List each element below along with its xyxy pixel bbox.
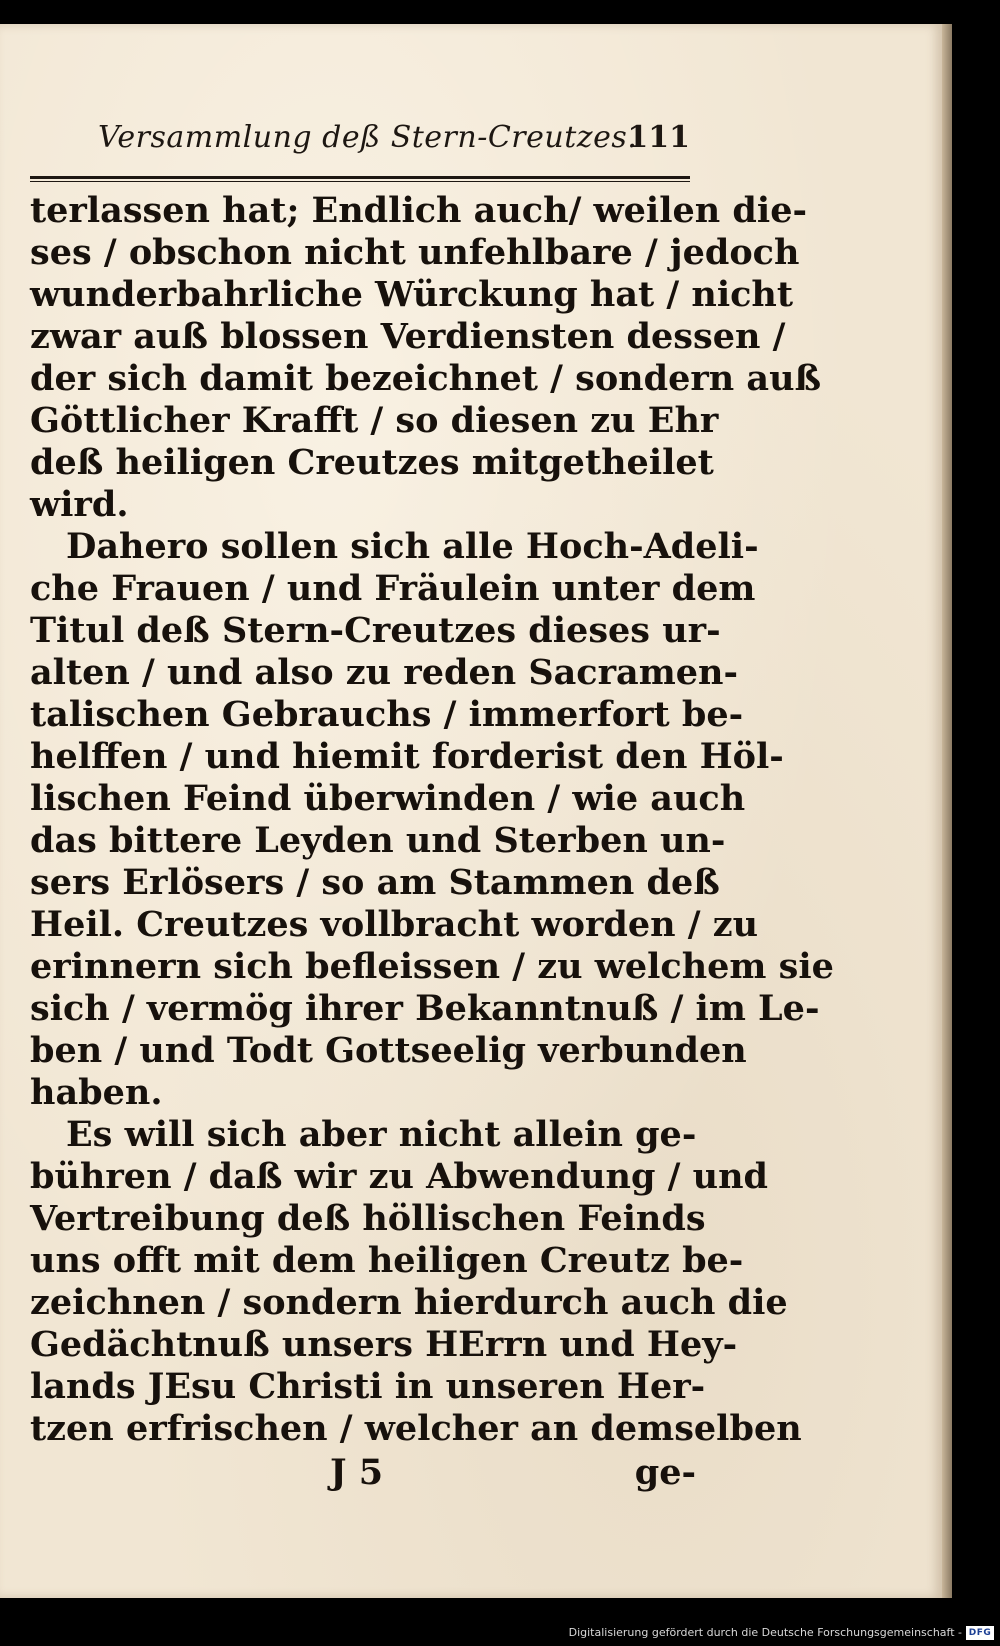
text-line: Vertreibung deß höllischen Feinds	[30, 1198, 706, 1239]
text-line: ben / und Todt Gottseelig verbunden	[30, 1030, 747, 1071]
book-page	[0, 24, 942, 1598]
page-header	[40, 116, 690, 160]
funding-bar	[0, 1622, 1000, 1646]
text-line: wird.	[30, 484, 129, 525]
text-line: Gedächtnuß unsers HErrn und Hey-	[30, 1324, 738, 1365]
text-line: lischen Feind überwinden / wie auch	[30, 778, 746, 819]
text-line: uns offt mit dem heiligen Creutz be-	[30, 1240, 744, 1281]
text-line: Titul deß Stern-Creutzes dieses ur-	[30, 610, 721, 651]
page-body	[30, 190, 834, 1450]
text-line: wunderbahrliche Würckung hat / nicht	[30, 274, 794, 315]
text-line: sich / vermög ihrer Bekanntnuß / im Le-	[30, 988, 820, 1029]
page-number: 111	[627, 120, 690, 155]
page-footer	[30, 1452, 696, 1496]
text-line: Dahero sollen sich alle Hoch-Adeli-	[66, 526, 759, 567]
text-line: das bittere Leyden und Sterben un-	[30, 820, 726, 861]
text-line: terlassen hat; Endlich auch/ weilen die-	[30, 190, 807, 231]
text-line: deß heiligen Creutzes mitgetheilet	[30, 442, 714, 483]
text-line: helffen / und hiemit forderist den Höl-	[30, 736, 784, 777]
text-line: tzen erfrischen / welcher an demselben	[30, 1408, 802, 1449]
text-line: sers Erlösers / so am Stammen deß	[30, 862, 720, 903]
text-line: haben.	[30, 1072, 163, 1113]
text-line: che Frauen / und Fräulein unter dem	[30, 568, 756, 609]
text-line: zeichnen / sondern hierdurch auch die	[30, 1282, 788, 1323]
text-line: lands JEsu Christi in unseren Her-	[30, 1366, 706, 1407]
running-title: Versammlung deß Stern-Creutzes.	[98, 120, 638, 155]
funding-notice: Digitalisierung gefördert durch die Deutsche Forschungsgemeinschaft -	[568, 1626, 962, 1639]
text-line: der sich damit bezeichnet / sondern auß	[30, 358, 822, 399]
text-line: ses / obschon nicht unfehlbare / jedoch	[30, 232, 800, 273]
text-line: Göttlicher Krafft / so diesen zu Ehr	[30, 400, 719, 441]
text-line: bühren / daß wir zu Abwendung / und	[30, 1156, 768, 1197]
text-line: erinnern sich befleissen / zu welchem sie	[30, 946, 834, 987]
text-line: Heil. Creutzes vollbracht worden / zu	[30, 904, 759, 945]
text-line: talischen Gebrauchs / immerfort be-	[30, 694, 744, 735]
header-rule	[30, 176, 690, 179]
text-line: Es will sich aber nicht allein ge-	[66, 1114, 697, 1155]
text-line: zwar auß blossen Verdiensten dessen /	[30, 316, 786, 357]
text-line: alten / und also zu reden Sacramen-	[30, 652, 739, 693]
catchword: ge-	[634, 1452, 696, 1493]
dfg-logo-icon: DFG	[966, 1626, 994, 1640]
signature-mark: J 5	[330, 1452, 384, 1493]
